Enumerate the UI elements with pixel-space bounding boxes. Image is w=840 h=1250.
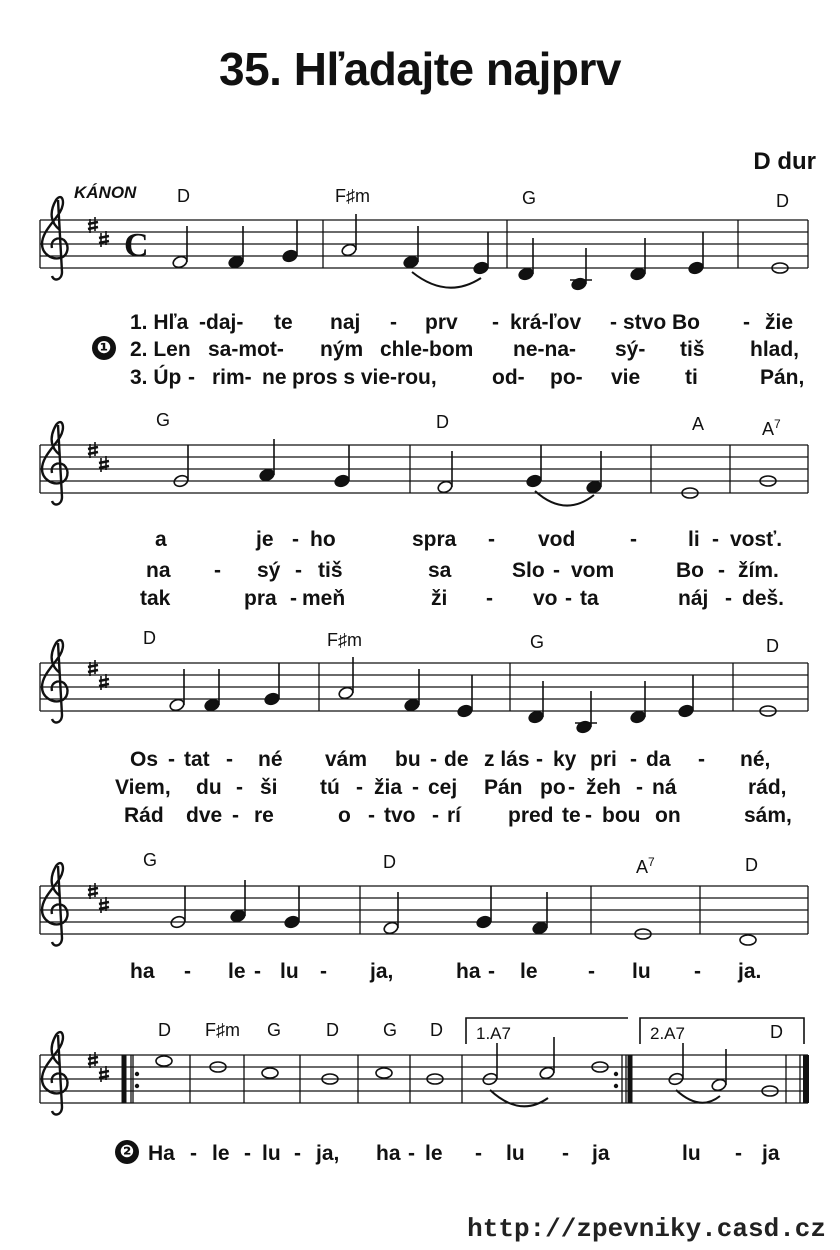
syllable: - <box>636 776 643 799</box>
syllable: je <box>256 528 274 551</box>
part-one-marker: ❶ <box>92 336 116 360</box>
syllable: bou <box>602 804 641 827</box>
syllable: - <box>412 776 419 799</box>
syllable: - <box>226 748 233 771</box>
syllable: lu <box>632 960 651 983</box>
syllable: tvo <box>384 804 416 827</box>
syllable: - <box>735 1142 742 1165</box>
syllable: Os <box>130 748 159 771</box>
syllable: - <box>588 960 595 983</box>
syllable: - <box>725 587 732 610</box>
syllable: sa-mot- <box>208 338 284 361</box>
syllable: - <box>585 804 592 827</box>
syllable: ja. <box>738 960 762 983</box>
syllable: - <box>630 748 637 771</box>
syllable: - <box>694 960 701 983</box>
syllable: deš. <box>742 587 785 610</box>
syllable: da <box>646 748 671 771</box>
syllable: pra <box>244 587 277 610</box>
syllable: ne-na- <box>513 338 576 361</box>
syllable: on <box>655 804 681 827</box>
syllable: Pán, <box>760 366 805 389</box>
syllable: li <box>688 528 700 551</box>
syllable: - <box>536 748 543 771</box>
staff-system-4 <box>40 863 808 945</box>
syllable: Slo <box>512 559 545 582</box>
volta-2-label-text: 2.A7 <box>650 1024 685 1043</box>
syllable: žia <box>374 776 403 799</box>
syllable: - <box>475 1142 482 1165</box>
syllable: - <box>408 1142 415 1165</box>
syllable: - <box>743 311 750 334</box>
syllable: ha <box>130 960 155 983</box>
part-two-marker: ❷ <box>115 1140 139 1164</box>
syllable: rád, <box>748 776 787 799</box>
syllable: žeh <box>586 776 622 799</box>
syllable: 1. Hľa <box>130 311 189 334</box>
syllable: chle-bom <box>380 338 474 361</box>
syllable: - <box>610 311 617 334</box>
syllable: vosť. <box>730 528 783 551</box>
staff-system-2 <box>40 422 808 505</box>
syllable: rí <box>447 804 462 827</box>
syllable: pred <box>508 804 554 827</box>
syllable: ti <box>685 366 698 389</box>
syllable: né, <box>740 748 771 771</box>
syllable: krá-ľov <box>510 311 582 334</box>
syllable: z lás <box>484 748 530 771</box>
syllable: sám, <box>744 804 792 827</box>
chord: D <box>770 1022 783 1042</box>
footer-url-link[interactable]: http://zpevniky.casd.cz <box>467 1214 826 1244</box>
syllable: - <box>718 559 725 582</box>
syllable: žím. <box>738 559 779 582</box>
syllable: ja, <box>316 1142 340 1165</box>
syllable: tak <box>140 587 171 610</box>
chord-a7: $A^7$ <box>762 417 781 439</box>
syllable: le <box>228 960 246 983</box>
syllable: Pán <box>484 776 523 799</box>
staff-system-3 <box>40 640 808 734</box>
chord: G <box>530 632 545 652</box>
syllable: ja, <box>370 960 394 983</box>
syllable: - <box>562 1142 569 1165</box>
syllable: stvo Bo <box>623 311 701 334</box>
svg-text:C: C <box>124 227 149 264</box>
chord: D <box>766 636 779 656</box>
syllable: - <box>190 1142 197 1165</box>
syllable: - <box>432 804 439 827</box>
syllable: le <box>212 1142 230 1165</box>
chord: D <box>158 1020 171 1040</box>
syllable: lu <box>280 960 299 983</box>
syllable: pros s vie-rou, <box>292 366 437 389</box>
syllable: - <box>295 559 302 582</box>
chord: G <box>267 1020 282 1040</box>
syllable: tú <box>320 776 340 799</box>
syllable: Ha <box>148 1142 175 1165</box>
song-key: D dur <box>753 148 816 175</box>
chord: D <box>326 1020 339 1040</box>
syllable: - <box>214 559 221 582</box>
syllable: - <box>492 311 499 334</box>
syllable: ja <box>762 1142 780 1165</box>
syllable: sa <box>428 559 452 582</box>
syllable: ným <box>320 338 364 361</box>
syllable: rim- <box>212 366 252 389</box>
syllable: prv <box>425 311 458 334</box>
kanon-label: KÁNON <box>74 183 137 202</box>
syllable: ha <box>456 960 481 983</box>
staff-system-5 <box>40 1018 808 1114</box>
syllable: ja <box>592 1142 610 1165</box>
syllable: - <box>368 804 375 827</box>
syllable: te <box>274 311 293 334</box>
syllable: lu <box>262 1142 281 1165</box>
syllable: hlad, <box>750 338 800 361</box>
syllable: ta <box>580 587 599 610</box>
syllable: vám <box>325 748 368 771</box>
syllable: ky <box>553 748 577 771</box>
syllable: du <box>196 776 222 799</box>
chord-a7: $A^7$ <box>636 855 655 877</box>
song-title: 35. Hľadajte najprv <box>219 43 621 95</box>
syllable: - <box>356 776 363 799</box>
syllable: - <box>292 528 299 551</box>
syllable: - <box>236 776 243 799</box>
chord: A <box>692 414 705 434</box>
syllable: pri <box>590 748 617 771</box>
syllable: a <box>155 528 167 551</box>
staff-system-1 <box>40 197 808 291</box>
chord: D <box>177 186 190 206</box>
chord: D <box>745 855 758 875</box>
syllable: - <box>486 587 493 610</box>
syllable: Rád <box>124 804 164 827</box>
syllable: - <box>698 748 705 771</box>
syllable: le <box>520 960 538 983</box>
syllable: po- <box>550 366 583 389</box>
syllable: ná <box>652 776 677 799</box>
syllable: - <box>565 587 572 610</box>
syllable: - <box>430 748 437 771</box>
syllable: na <box>146 559 171 582</box>
syllable: dve <box>186 804 223 827</box>
chord: G <box>143 850 158 870</box>
syllable: re <box>254 804 274 827</box>
chord: D <box>383 852 396 872</box>
syllable: o <box>338 804 351 827</box>
syllable: - <box>168 748 175 771</box>
syllable: vod <box>538 528 576 551</box>
syllable: ne <box>262 366 287 389</box>
syllable: de <box>444 748 469 771</box>
syllable: ho <box>310 528 336 551</box>
syllable: te <box>562 804 581 827</box>
syllable: -daj- <box>199 311 244 334</box>
syllable: tat <box>184 748 210 771</box>
syllable: ži <box>431 587 448 610</box>
syllable: tiš <box>680 338 705 361</box>
chord: D <box>143 628 156 648</box>
syllable: 3. Úp <box>130 366 182 389</box>
chord: F♯m <box>327 630 362 650</box>
syllable: - <box>568 776 575 799</box>
syllable: - <box>294 1142 301 1165</box>
syllable: - <box>390 311 397 334</box>
syllable: - <box>630 528 637 551</box>
syllable: - <box>488 960 495 983</box>
syllable: spra <box>412 528 457 551</box>
chord: D <box>430 1020 443 1040</box>
syllable: sý- <box>615 338 646 361</box>
syllable: vie <box>611 366 641 389</box>
syllable: naj <box>330 311 361 334</box>
syllable: - <box>184 960 191 983</box>
syllable: - <box>254 960 261 983</box>
syllable: Bo <box>676 559 704 582</box>
syllable: po <box>540 776 566 799</box>
syllable: ši <box>260 776 278 799</box>
syllable: cej <box>428 776 458 799</box>
syllable: meň <box>302 587 346 610</box>
syllable: sý <box>257 559 281 582</box>
chord: G <box>156 410 171 430</box>
chord: G <box>522 188 537 208</box>
syllable: - <box>320 960 327 983</box>
syllable: náj <box>678 587 709 610</box>
syllable: - <box>244 1142 251 1165</box>
syllable: lu <box>506 1142 525 1165</box>
syllable: - <box>553 559 560 582</box>
syllable: - <box>488 528 495 551</box>
chord: G <box>383 1020 398 1040</box>
syllable: bu <box>395 748 421 771</box>
syllable: - <box>188 366 195 389</box>
syllable: vom <box>571 559 615 582</box>
chord: D <box>776 191 789 211</box>
syllable: - <box>290 587 297 610</box>
syllable: le <box>425 1142 443 1165</box>
syllable: ha <box>376 1142 401 1165</box>
syllable: 2. Len <box>130 338 191 361</box>
chord: D <box>436 412 449 432</box>
syllable: - <box>232 804 239 827</box>
syllable: Viem, <box>115 776 171 799</box>
syllable: od- <box>492 366 525 389</box>
syllable: lu <box>682 1142 701 1165</box>
syllable: né <box>258 748 283 771</box>
syllable: žie <box>765 311 794 334</box>
syllable: vo <box>533 587 558 610</box>
chord: F♯m <box>335 186 370 206</box>
syllable: - <box>712 528 719 551</box>
syllable: tiš <box>318 559 343 582</box>
chord: F♯m <box>205 1020 240 1040</box>
volta-1-label-text: 1.A7 <box>476 1024 511 1043</box>
